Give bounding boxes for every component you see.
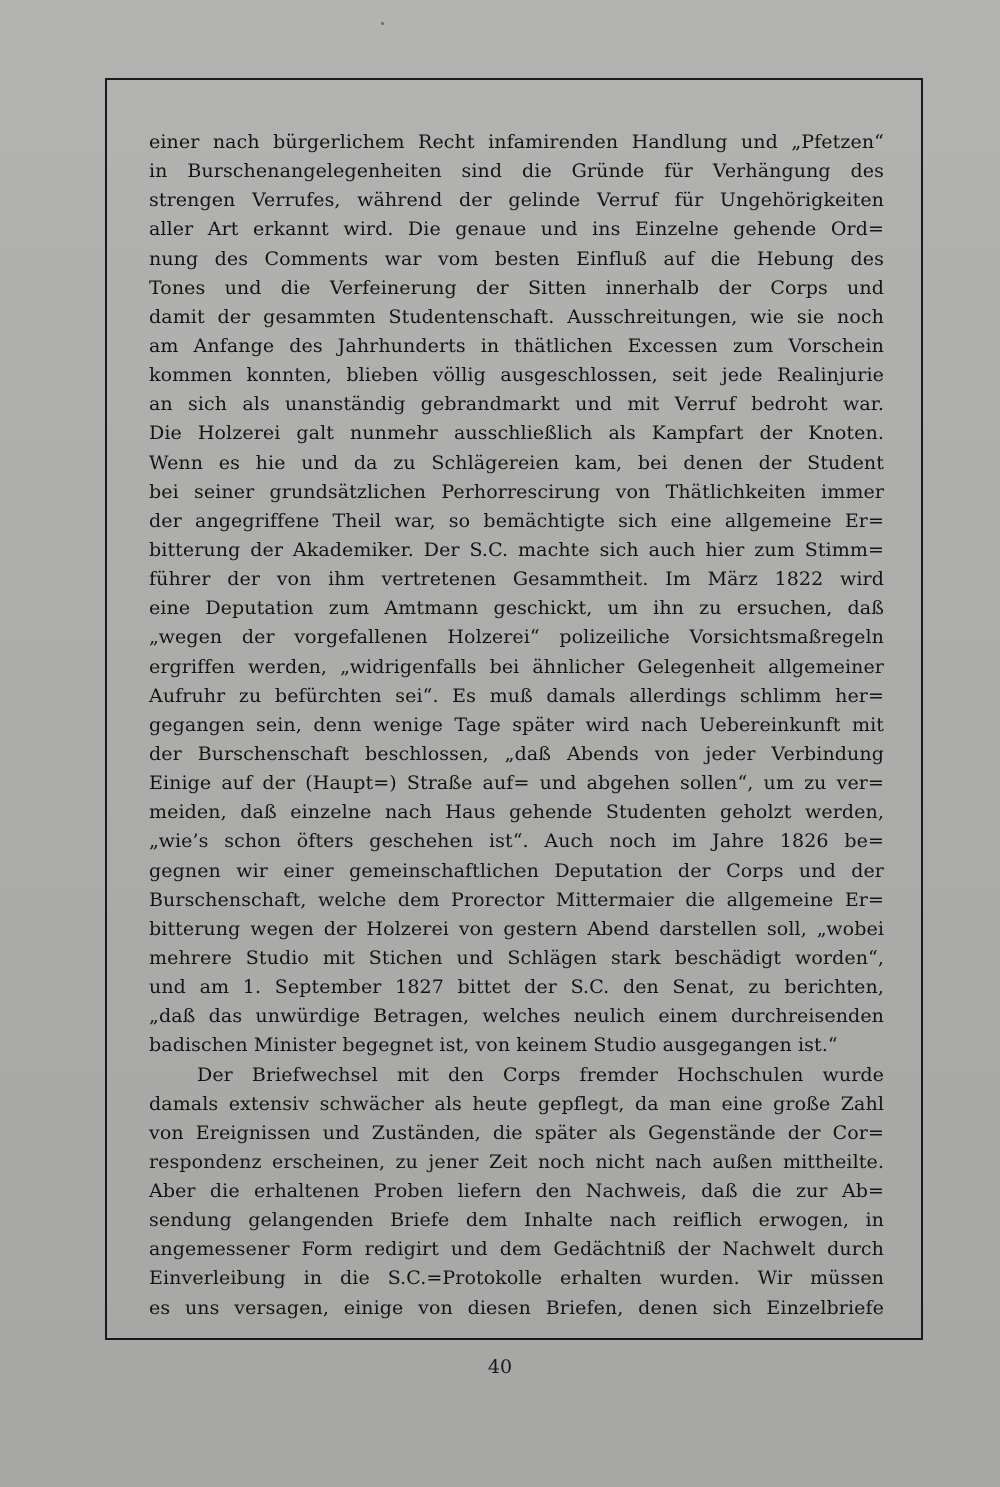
text-line: „wie’s schon öfters geschehen ist“. Auch noch im Jahre 1826 be= [149, 830, 884, 853]
paragraph-end-line: badischen Minister begegnet ist, von keinem Studio ausgegangen ist.“ [149, 1034, 838, 1057]
text-line: gegangen sein, denn wenige Tage später wird nach Uebereinkunft mit [149, 713, 884, 736]
paragraph-start-line: Der Briefwechsel mit den Corps fremder Hochschulen wurde [197, 1063, 884, 1086]
page-number: 40 [487, 1356, 513, 1378]
text-line: eine Deputation zum Amtmann geschickt, um ihn zu ersuchen, daß [149, 597, 884, 620]
paper-speck [381, 22, 384, 25]
text-line: Burschenschaft, welche dem Prorector Mittermaier die allgemeine Er= [149, 888, 884, 911]
text-line: damals extensiv schwächer als heute gepflegt, da man eine große Zahl [149, 1092, 884, 1115]
text-line: damit der gesammten Studentenschaft. Ausschreitungen, wie sie noch [149, 305, 884, 328]
text-line: mehrere Studio mit Stichen und Schlägen stark beschädigt worden“, [149, 946, 884, 969]
text-line: Wenn es hie und da zu Schlägereien kam, bei denen der Student [149, 451, 884, 474]
text-line: an sich als unanständig gebrandmarkt und mit Verruf bedroht war. [149, 393, 884, 416]
text-line: bei seiner grundsätzlichen Perhorrescirung von Thätlichkeiten immer [149, 480, 884, 503]
text-line: strengen Verrufes, während der gelinde Verruf für Ungehörigkeiten [149, 189, 884, 212]
text-line: führer der von ihm vertretenen Gesammtheit. Im März 1822 wird [149, 568, 884, 591]
text-line: aller Art erkannt wird. Die genaue und ins Einzelne gehende Ord= [149, 218, 884, 241]
text-line: bitterung wegen der Holzerei von gestern Abend darstellen soll, „wobei [149, 917, 884, 940]
text-line: ergriffen werden, „widrigenfalls bei ähnlicher Gelegenheit allgemeiner [149, 655, 884, 678]
text-line: Die Holzerei galt nunmehr ausschließlich als Kampfart der Knoten. [149, 422, 884, 445]
text-line: respondenz erscheinen, zu jener Zeit noch nicht nach außen mittheilte. [149, 1150, 884, 1173]
text-line: Aber die erhaltenen Proben liefern den Nachweis, daß die zur Ab= [149, 1180, 884, 1203]
text-line: der angegriffene Theil war, so bemächtigte sich eine allgemeine Er= [149, 509, 884, 532]
text-line: und am 1. September 1827 bittet der S.C. den Senat, zu berichten, [149, 976, 884, 999]
text-line: kommen konnten, blieben völlig ausgeschlossen, seit jede Realinjurie [149, 364, 884, 387]
text-line: nung des Comments war vom besten Einfluß auf die Hebung des [149, 247, 884, 270]
text-line: Tones und die Verfeinerung der Sitten innerhalb der Corps und [149, 276, 884, 299]
text-line: es uns versagen, einige von diesen Briefen, denen sich Einzelbriefe [149, 1296, 884, 1319]
body-text [149, 128, 884, 1323]
text-line: Einige auf der (Haupt=) Straße auf= und abgehen sollen“, um zu ver= [149, 772, 884, 795]
text-line: „daß das unwürdige Betragen, welches neulich einem durchreisenden [149, 1005, 884, 1028]
text-line: sendung gelangenden Briefe dem Inhalte nach reiflich erwogen, in [149, 1209, 884, 1232]
text-line: Aufruhr zu befürchten sei“. Es muß damals allerdings schlimm her= [149, 684, 884, 707]
text-line: gegnen wir einer gemeinschaftlichen Deputation der Corps und der [149, 859, 884, 882]
text-line: am Anfange des Jahrhunderts in thätlichen Excessen zum Vorschein [149, 334, 884, 357]
text-line: „wegen der vorgefallenen Holzerei“ polizeiliche Vorsichtsmaßregeln [149, 626, 884, 649]
text-line: meiden, daß einzelne nach Haus gehende Studenten geholzt werden, [149, 801, 884, 824]
text-line: bitterung der Akademiker. Der S.C. machte sich auch hier zum Stimm= [149, 538, 884, 561]
text-line: einer nach bürgerlichem Recht infamirenden Handlung und „Pfetzen“ [149, 131, 884, 153]
text-line: angemessener Form redigirt und dem Gedächtniß der Nachwelt durch [149, 1238, 884, 1261]
text-line: Einverleibung in die S.C.=Protokolle erhalten wurden. Wir müssen [149, 1267, 884, 1290]
text-line: von Ereignissen und Zuständen, die später als Gegenstände der Cor= [149, 1121, 884, 1144]
text-line: in Burschenangelegenheiten sind die Gründe für Verhängung des [149, 160, 884, 183]
text-line: der Burschenschaft beschlossen, „daß Abends von jeder Verbindung [149, 742, 884, 765]
